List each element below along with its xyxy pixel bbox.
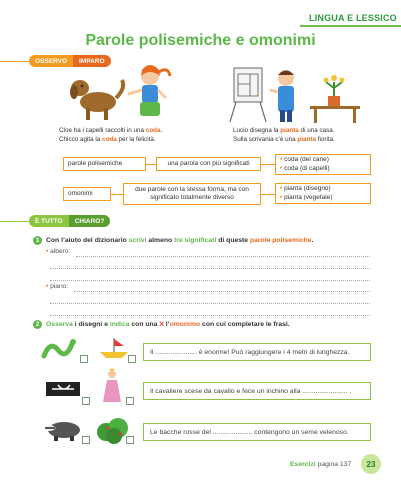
answer-line[interactable]	[76, 256, 370, 257]
word-albero: • albero:	[46, 248, 71, 255]
connector	[261, 194, 275, 195]
pill-observe: OSSERVO	[29, 55, 73, 67]
page-title: Parole polisemiche e omonimi	[85, 32, 316, 49]
bow-knot-icon	[44, 376, 84, 402]
section-label: LINGUA E LESSICO	[309, 13, 397, 23]
boy-drawing-and-plant-illustration	[228, 60, 378, 124]
term-polysemic: parole polisemiche	[63, 157, 146, 171]
examples-polysemic: • coda (del cane) • coda (di capelli)	[275, 154, 371, 175]
bush-icon	[96, 414, 130, 444]
examples-homonyms: • pianta (disegno) • pianta (vegetale)	[275, 183, 371, 204]
section-underline	[300, 25, 401, 27]
caption-right	[233, 126, 383, 144]
checkbox-lady[interactable]	[126, 397, 134, 405]
answer-line[interactable]	[50, 303, 370, 304]
term-homonyms: omonimi	[63, 187, 111, 201]
badger-icon	[40, 416, 84, 442]
checkbox-badger[interactable]	[82, 436, 90, 444]
definition-polysemic: una parola con più significati	[156, 157, 261, 171]
connector	[111, 194, 123, 195]
checkbox-bush[interactable]	[126, 436, 134, 444]
check-pills	[29, 215, 110, 227]
checkbox-bow[interactable]	[82, 397, 90, 405]
footer-reference: Esercizi pagina 137	[290, 461, 352, 468]
answer-line[interactable]	[50, 280, 370, 281]
caption-right-line2: Sulla scrivania c’è una pianta fiorita.	[233, 136, 335, 143]
exercise-1-instruction: Con l’aiuto del dizionario scrivi almeno tre significati di queste parole polisemiche.	[46, 237, 314, 244]
pill-learn: IMPARO	[73, 55, 111, 67]
pill-connector-line-2	[0, 221, 29, 222]
word-piano: • piano:	[46, 283, 69, 290]
exercise-2-instruction: Osserva i disegni e indica con una X l’omonimo con cui completare le frasi.	[46, 321, 290, 328]
sentence-1: Il ...................... è enorme! Può raggiungere i 4 metri di lunghezza.	[143, 343, 371, 361]
connector	[146, 164, 156, 165]
pill-its-all: È TUTTO	[29, 215, 69, 227]
caption-right-line1: Lucio disegna la pianta di una casa.	[233, 127, 335, 134]
checkbox-boat[interactable]	[128, 355, 136, 363]
pill-connector-line	[0, 61, 29, 62]
pill-clear: CHIARO?	[69, 215, 111, 227]
girl-and-dog-illustration	[62, 58, 182, 124]
lady-icon	[100, 368, 124, 404]
checkbox-snake[interactable]	[80, 355, 88, 363]
definition-homonyms: due parole con la stessa forma, ma con significato totalmente diverso	[123, 183, 261, 205]
caption-left-line2: Chicco agita la coda per la felicità.	[59, 136, 156, 143]
answer-line[interactable]	[50, 268, 370, 269]
answer-line[interactable]	[50, 315, 370, 316]
exercise-2-number: 2	[33, 320, 42, 329]
page-number: 23	[361, 454, 381, 474]
caption-left	[59, 126, 209, 144]
sentence-3: Le bacche rosse del ..................... contengono un seme velenoso.	[143, 423, 371, 441]
exercise-1-number: 1	[33, 236, 42, 245]
sentence-2: Il cavaliere scese da cavallo e fece un inchino alla ........................ .	[143, 382, 371, 400]
snake-icon	[40, 334, 80, 362]
answer-line[interactable]	[74, 291, 370, 292]
connector	[261, 164, 275, 165]
caption-left-line1: Cloe ha i capelli raccolti in una coda.	[59, 127, 163, 134]
